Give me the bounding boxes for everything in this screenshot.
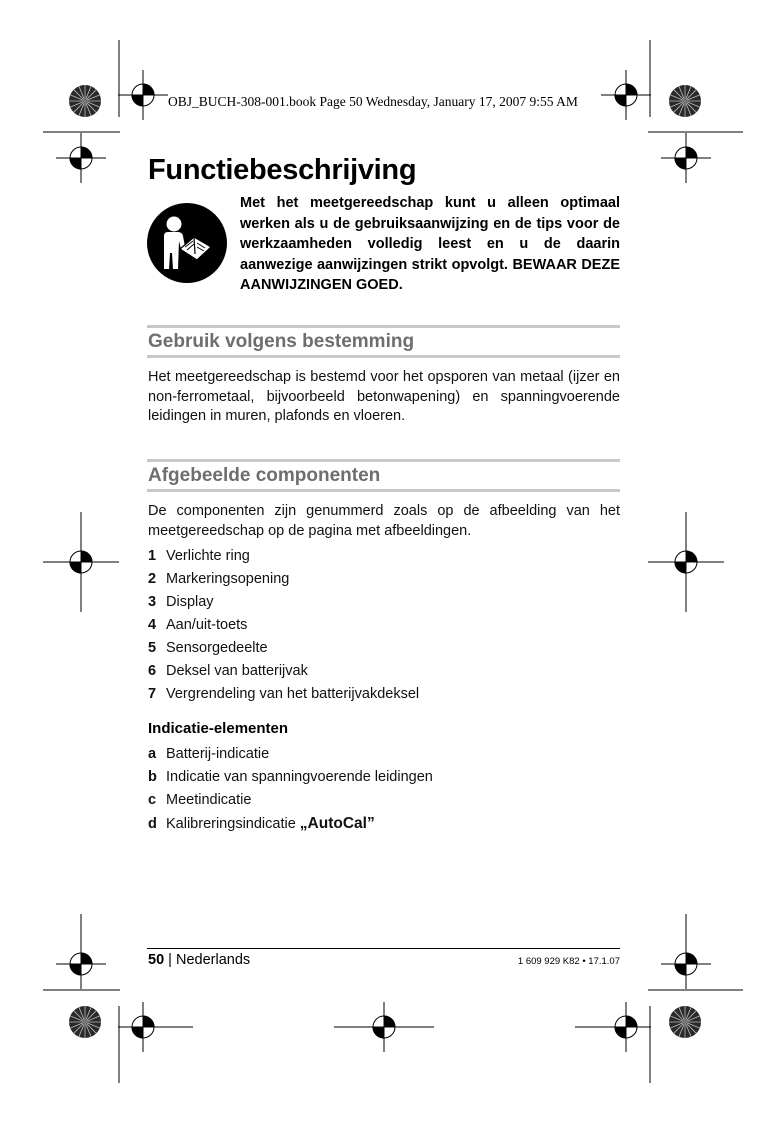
registration-mark	[661, 914, 711, 989]
list-item	[148, 593, 620, 616]
indicators-list	[148, 745, 620, 837]
registration-mark	[56, 914, 106, 989]
registration-mark	[334, 1002, 434, 1052]
item-number: 3	[148, 594, 157, 610]
read-manual-icon	[147, 203, 227, 283]
components-list	[148, 547, 620, 708]
item-label: Display	[166, 594, 214, 610]
star-target	[69, 85, 101, 117]
item-label: Vergrendeling van het batterijvakdeksel	[166, 686, 420, 702]
list-item	[148, 685, 620, 708]
autocal-label: „AutoCal”	[299, 815, 375, 832]
safety-notice-caps: BEWAAR DEZE AANWIJZINGEN GOED.	[240, 256, 621, 293]
intended-use-paragraph: Het meetgereedschap is bestemd voor het opsporen van metaal (ijzer en non-ferrometaal, bijvoorbeeld betonwapening) en spanningvoerende leidingen in muren, plafonds en vloeren.	[148, 369, 620, 424]
item-letter: c	[148, 792, 157, 808]
list-item	[148, 745, 620, 768]
registration-mark	[118, 1002, 193, 1052]
item-label: Indicatie van spanningvoerende leidingen	[166, 769, 433, 785]
item-label: Aan/uit-toets	[166, 617, 248, 633]
list-item	[148, 616, 620, 639]
item-label: Deksel van batterijvak	[166, 663, 308, 679]
list-item	[148, 570, 620, 593]
footer-rule	[147, 948, 620, 949]
registration-mark	[575, 1002, 651, 1052]
item-label: Markeringsopening	[166, 571, 290, 587]
item-number: 2	[148, 571, 157, 587]
star-target	[69, 1006, 101, 1038]
star-target	[669, 85, 701, 117]
item-number: 4	[148, 617, 157, 633]
footer-language: Nederlands	[175, 952, 251, 968]
registration-mark	[118, 70, 168, 120]
item-number: 7	[148, 686, 157, 702]
list-item	[148, 768, 620, 791]
section-heading-intended-use: Gebruik volgens bestemming	[148, 331, 415, 352]
item-label: Verlichte ring	[166, 548, 250, 564]
indicators-heading: Indicatie-elementen	[148, 720, 289, 737]
item-number: 6	[148, 663, 157, 679]
list-item	[148, 791, 620, 814]
item-number: 5	[148, 640, 157, 656]
item-label: Batterij-indicatie	[166, 746, 270, 762]
list-item	[148, 639, 620, 662]
components-intro-paragraph: De componenten zijn genummerd zoals op de afbeelding van het meetgereedschap op de pagina met afbeeldingen.	[148, 503, 620, 539]
item-letter: b	[148, 769, 157, 785]
section-heading-bar	[147, 325, 620, 358]
footer-doc-code: 1 609 929 K82 • 17.1.07	[517, 956, 620, 967]
print-slug: OBJ_BUCH-308-001.book Page 50 Wednesday, January 17, 2007 9:55 AM	[168, 94, 578, 109]
page-title: Functiebeschrijving	[148, 154, 417, 186]
star-target	[669, 1006, 701, 1038]
list-item	[148, 814, 620, 837]
registration-mark	[648, 512, 724, 612]
registration-mark	[56, 133, 106, 183]
page-number: 50	[148, 952, 165, 968]
footer-page-info	[148, 952, 250, 968]
item-letter: a	[148, 746, 157, 762]
item-label: Sensorgedeelte	[166, 640, 268, 656]
registration-mark	[43, 512, 119, 612]
safety-notice	[240, 193, 620, 296]
section-heading-components: Afgebeelde componenten	[148, 465, 381, 486]
safety-notice-text: Met het meetgereedschap kunt u alleen optimaal werken als u de gebruiksaanwijzing en de tips voor de werkzaamheden volledig leest en u de daarin aanwezige aanwijzingen strikt opvolgt.	[240, 195, 620, 273]
registration-mark	[661, 133, 711, 183]
list-item	[148, 662, 620, 685]
footer-separator: |	[168, 952, 172, 968]
item-number: 1	[148, 548, 157, 564]
section-heading-bar	[147, 459, 620, 492]
item-letter: d	[148, 816, 157, 832]
list-item	[148, 547, 620, 570]
item-label: Kalibreringsindicatie	[166, 816, 296, 832]
item-label: Meetindicatie	[166, 792, 252, 808]
